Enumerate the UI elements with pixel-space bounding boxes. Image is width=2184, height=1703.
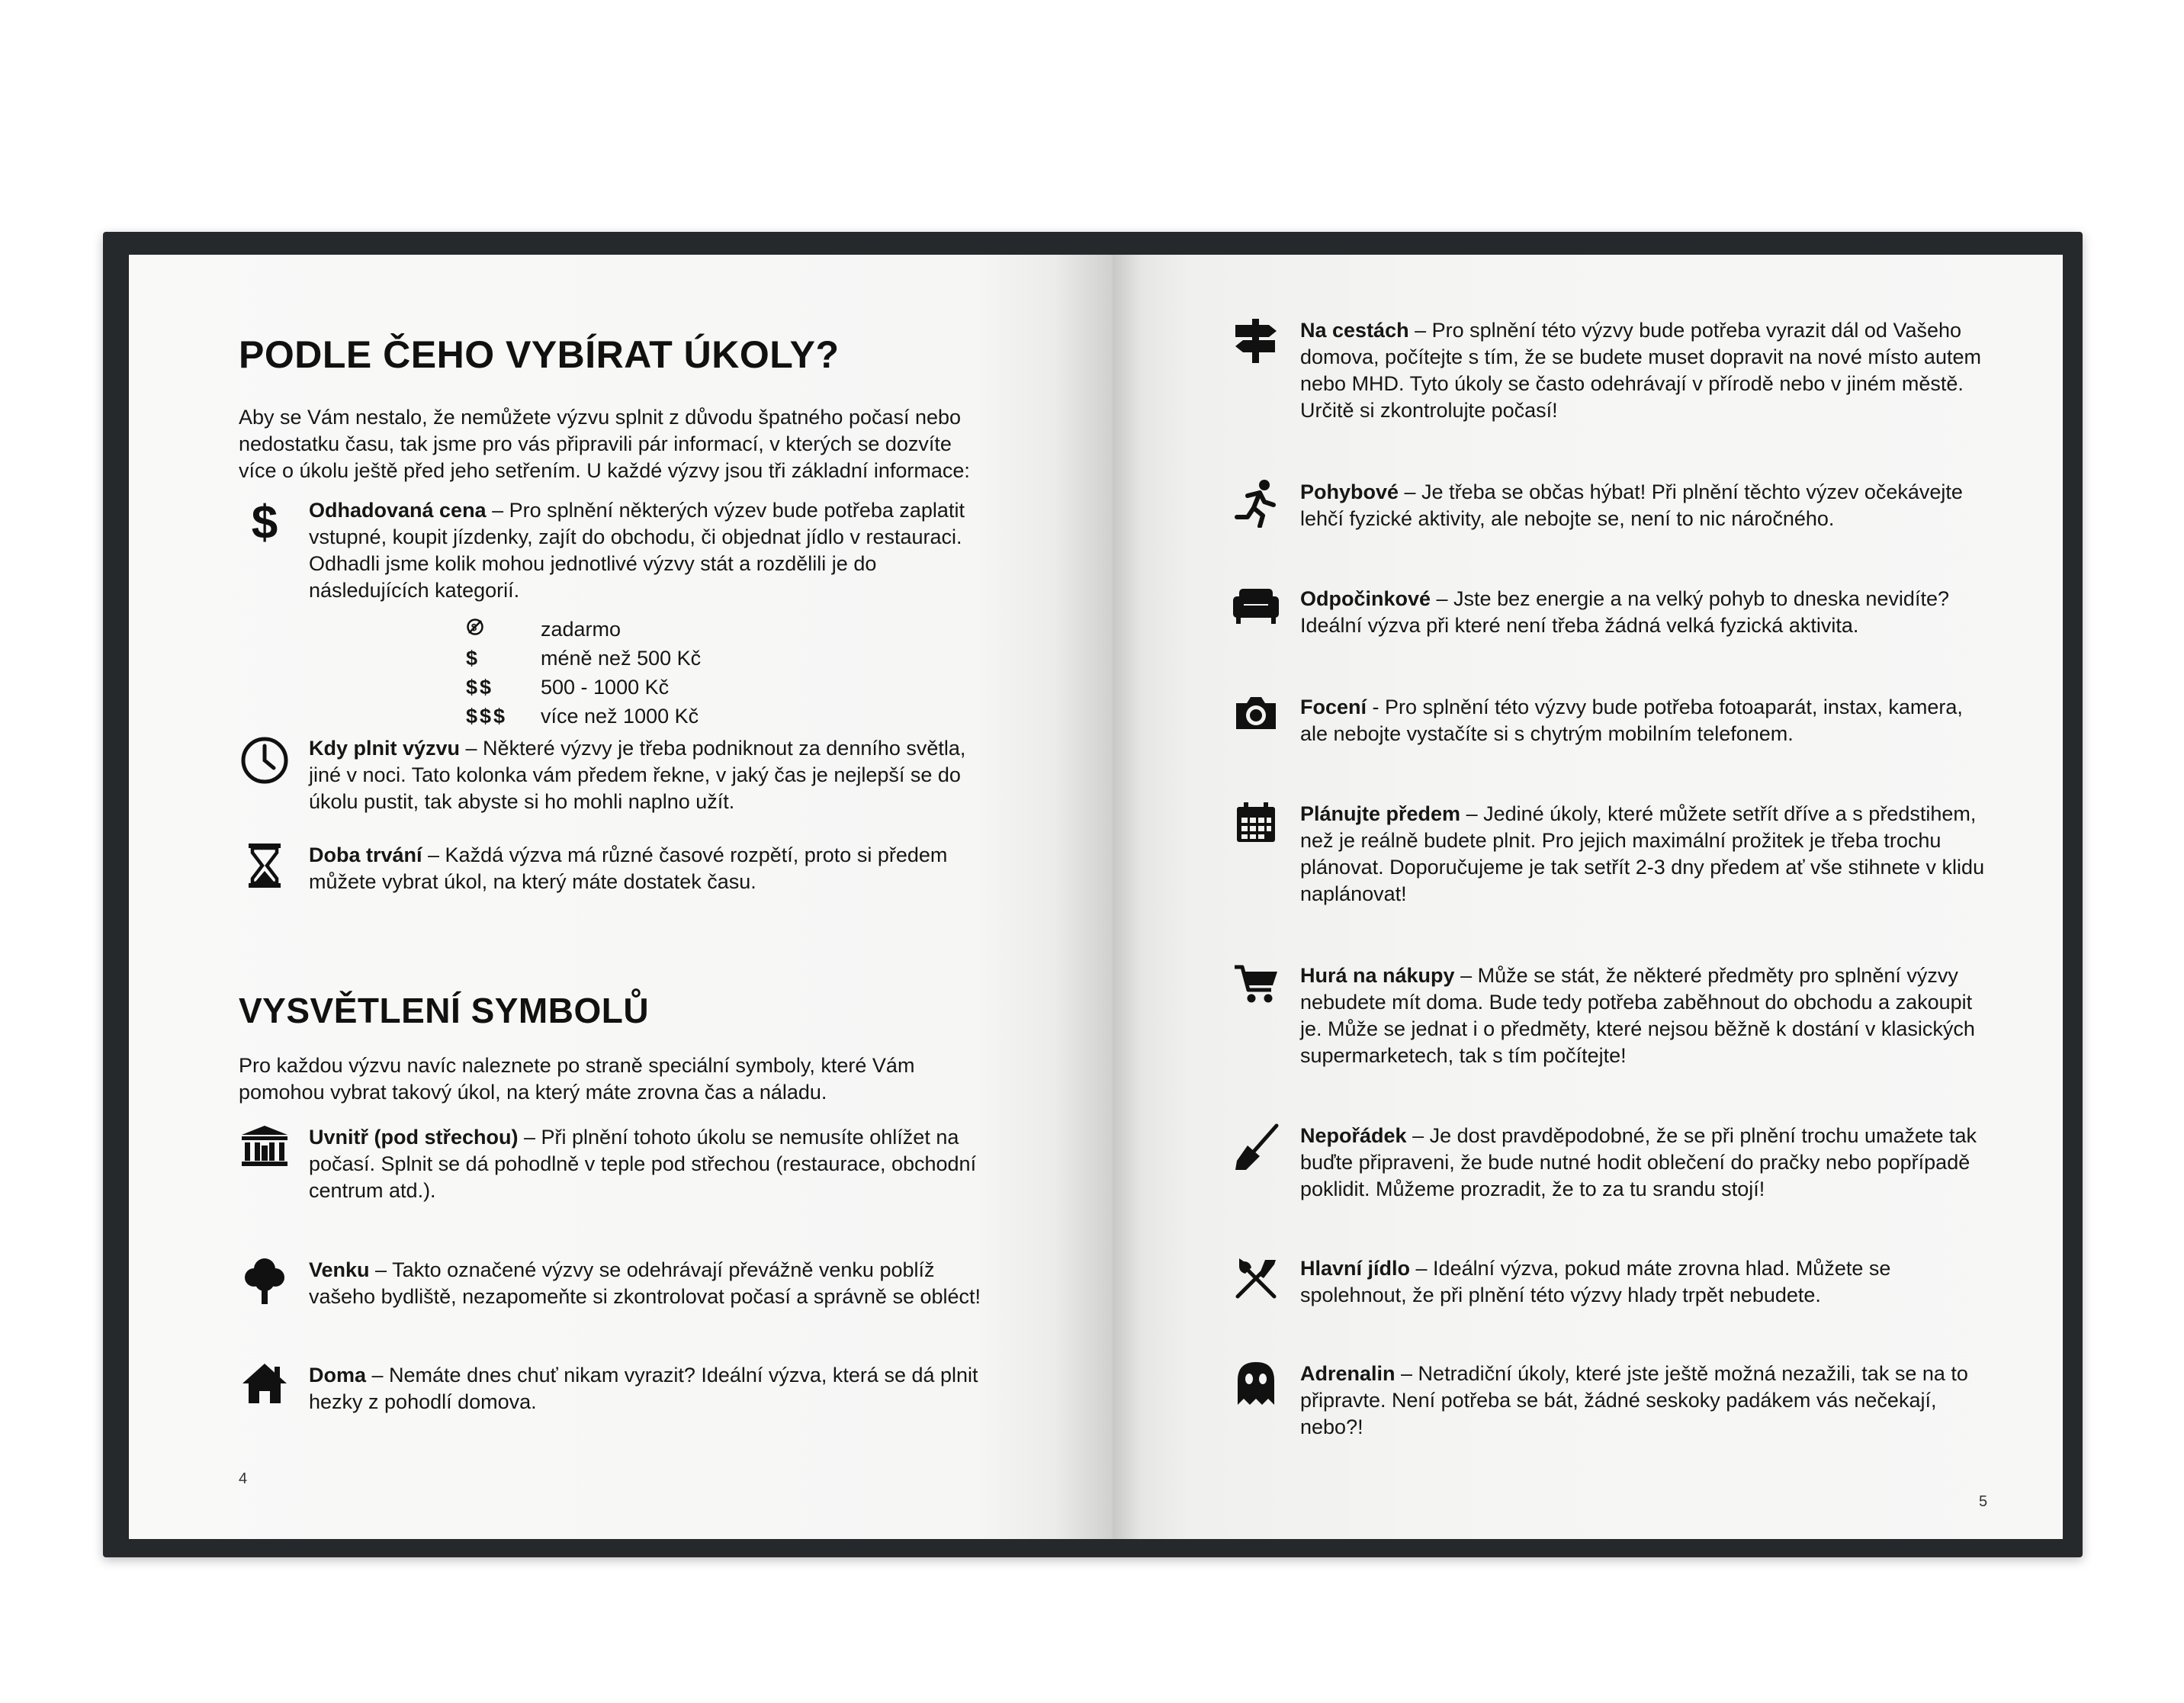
symbol-title: Na cestách — [1300, 319, 1409, 342]
symbol-photo — [1228, 694, 1991, 747]
symbol-home — [237, 1362, 984, 1415]
svg-text:$: $ — [251, 497, 278, 546]
info-description: – Některé výzvy je třeba podniknout za denního světla, jiné v noci. Tato kolonka vám předem řekne, v jaký čas je nejlepší se do úkolu pustit, tak abyste si ho mohli naplno užít. — [309, 737, 966, 813]
info-text — [309, 842, 984, 895]
symbols-intro: Pro každou výzvu navíc naleznete po straně speciální symboly, které Vám pomohou vybrat takový úkol, na který máte zrovna čas a náladu. — [239, 1054, 915, 1104]
symbol-text — [1300, 479, 1991, 532]
symbol-description: – Je třeba se občas hýbat! Při plnění těchto výzev očekávejte lehčí fyzické aktivity, ale nebojte se, není to nic náročného. — [1300, 480, 1963, 530]
left-page — [129, 255, 1113, 1539]
symbol-description: – Při plnění tohoto úkolu se nemusíte ohlížet na počasí. Splnit se dá pohodlně v teple pod střechou (restaurace, obchodní centrum atd.). — [309, 1126, 977, 1202]
symbol-description: – Netradiční úkoly, které jste ještě možná nezažili, tak se na to připravte. Není potřeba se bát, žádné seskoky padákem vás nečekají, nebo?! — [1300, 1362, 1968, 1438]
free-icon — [466, 615, 541, 644]
building-icon — [237, 1124, 292, 1167]
tree-icon — [237, 1257, 292, 1304]
ghost-icon — [1228, 1361, 1283, 1406]
symbol-title: Nepořádek — [1300, 1124, 1407, 1147]
info-item-time — [237, 735, 984, 815]
calendar-icon — [1228, 801, 1283, 843]
info-title: Kdy plnit výzvu — [309, 737, 461, 760]
info-description: – Pro splnění některých výzev bude potřeba zaplatit vstupné, koupit jízdenky, zajít do obchodu, či objednat jídlo v restauraci. Odhadli jsme kolik mohou jednotlivé výzvy stát a rozdělili je do následujících kategorií. — [309, 499, 965, 602]
intro-paragraph: Aby se Vám nestalo, že nemůžete výzvu splnit z důvodu špatného počasí nebo nedostatku času, tak jsme pro vás připravili pár informací, v kterých se dozvíte více o úkolu ještě před jeho setřením. U každé výzvy jsou tři základní informace: — [239, 406, 970, 482]
open-booklet — [103, 232, 2083, 1557]
symbol-title: Adrenalin — [1300, 1362, 1396, 1385]
symbol-description: - Pro splnění této výzvy bude potřeba fotoaparát, instax, kamera, ale nebojte vystačíte si s chytrým mobilním telefonem. — [1300, 696, 1963, 745]
symbol-title: Focení — [1300, 696, 1367, 718]
broom-icon — [1228, 1123, 1283, 1171]
cost-label: více než 1000 Kč — [541, 705, 699, 728]
page-number: 4 — [239, 1470, 248, 1487]
symbol-title: Plánujte předem — [1300, 802, 1461, 825]
section-heading: VYSVĚTLENÍ SYMBOLŮ — [239, 991, 650, 1030]
symbol-description: – Pro splnění této výzvy bude potřeba vyrazit dál od Vašeho domova, počítejte s tím, že se budete muset dopravit na nové místo autem nebo MHD. Tyto úkoly se často odehrávají v přírodě nebo v jiném městě. Určitě si zkontrolujte počasí! — [1300, 319, 1981, 422]
home-icon — [237, 1362, 292, 1405]
symbol-title: Doma — [309, 1364, 367, 1386]
cost-symbol: $$$ — [466, 705, 508, 728]
svg-text:$: $ — [471, 622, 480, 633]
dollar-icon — [237, 497, 292, 546]
cost-legend — [466, 615, 701, 731]
symbol-title: Pohybové — [1300, 480, 1399, 503]
symbol-title: Odpočinkové — [1300, 587, 1431, 610]
symbol-title: Uvnitř (pod střechou) — [309, 1126, 519, 1149]
cost-symbol: $ — [466, 647, 480, 670]
sofa-icon — [1228, 586, 1283, 625]
symbol-text — [309, 1257, 984, 1310]
symbol-text — [1300, 694, 1991, 747]
symbol-text — [1300, 1123, 1991, 1203]
info-item-duration — [237, 842, 984, 895]
symbol-plan-ahead — [1228, 801, 1991, 908]
cost-label: méně než 500 Kč — [541, 647, 702, 670]
camera-icon — [1228, 694, 1283, 732]
symbol-outdoor — [237, 1257, 984, 1310]
symbol-description: – Ideální výzva, pokud máte zrovna hlad. Můžete se spolehnout, že při plnění této výzvy hlady trpět nebudete. — [1300, 1257, 1891, 1306]
symbol-description: – Jediné úkoly, které můžete setřít dříve a s předstihem, než je reálně budete plnit. Pro jejich maximální prožitek je třeba trochu plánovat. Doporučujeme je tak setřít 2-3 dny předem ať vše stihnete v klidu naplánovat! — [1300, 802, 1985, 905]
symbol-shopping — [1228, 962, 1991, 1069]
running-icon — [1228, 479, 1283, 528]
symbol-text — [1300, 962, 1991, 1069]
page-number: 5 — [1979, 1493, 1988, 1510]
symbol-travel — [1228, 317, 1991, 424]
symbol-title: Hurá na nákupy — [1300, 964, 1455, 987]
symbol-mess — [1228, 1123, 1991, 1203]
clock-icon — [237, 735, 292, 786]
info-text — [309, 735, 984, 815]
info-text — [309, 497, 984, 604]
info-title: Doba trvání — [309, 843, 422, 866]
symbol-main-meal — [1228, 1255, 1991, 1309]
info-item-cost — [237, 497, 984, 604]
cost-row — [466, 673, 701, 702]
fork-knife-icon — [1228, 1255, 1283, 1301]
symbol-indoor — [237, 1124, 984, 1204]
symbol-active — [1228, 479, 1991, 532]
symbol-text — [1300, 317, 1991, 424]
cost-symbol: $$ — [466, 676, 494, 699]
symbol-title: Venku — [309, 1258, 370, 1281]
cost-label: 500 - 1000 Kč — [541, 676, 670, 699]
symbol-text — [1300, 1255, 1991, 1309]
cost-row — [466, 702, 701, 731]
cart-icon — [1228, 962, 1283, 1005]
symbol-text — [1300, 801, 1991, 908]
cost-row — [466, 644, 701, 673]
cost-row — [466, 615, 701, 644]
symbol-text — [1300, 1361, 1991, 1441]
symbol-relax — [1228, 586, 1991, 639]
symbol-description: – Takto označené výzvy se odehrávají převážně venku poblíž vašeho bydliště, nezapomeňte si zkontrolovat počasí a správně se obléct! — [309, 1258, 981, 1308]
info-description: – Každá výzva má různé časové rozpětí, proto si předem můžete vybrat úkol, na který máte dostatek času. — [309, 843, 948, 893]
symbol-text — [309, 1124, 984, 1204]
symbol-text — [309, 1362, 984, 1415]
symbol-title: Hlavní jídlo — [1300, 1257, 1411, 1280]
symbol-description: – Může se stát, že některé předměty pro splnění výzvy nebudete mít doma. Bude tedy potřeba zaběhnout do obchodu a zakoupit je. Může se jednat i o předměty, které nejsou běžně k dostání v klasických supermarketech, tak s tím počítejte! — [1300, 964, 1975, 1067]
signpost-icon — [1228, 317, 1283, 365]
symbol-description: – Nemáte dnes chuť nikam vyrazit? Ideální výzva, která se dá plnit hezky z pohodlí domova. — [309, 1364, 978, 1413]
symbol-description: – Jste bez energie a na velký pohyb to dneska nevidíte? Ideální výzva při které není třeba žádná velká fyzická aktivita. — [1300, 587, 1949, 637]
symbol-description: – Je dost pravděpodobné, že se při plnění trochu umažete tak buďte připraveni, že bude nutné hodit oblečení do pračky nebo popřípadě poklidit. Můžeme prozradit, že to za tu srandu stojí! — [1300, 1124, 1977, 1200]
info-title: Odhadovaná cena — [309, 499, 487, 522]
symbol-text — [1300, 586, 1991, 639]
page-heading: PODLE ČEHO VYBÍRAT ÚKOLY? — [239, 333, 840, 376]
cost-label: zadarmo — [541, 618, 621, 641]
symbol-adrenaline — [1228, 1361, 1991, 1441]
hourglass-icon — [237, 842, 292, 889]
right-page — [1113, 255, 2063, 1539]
